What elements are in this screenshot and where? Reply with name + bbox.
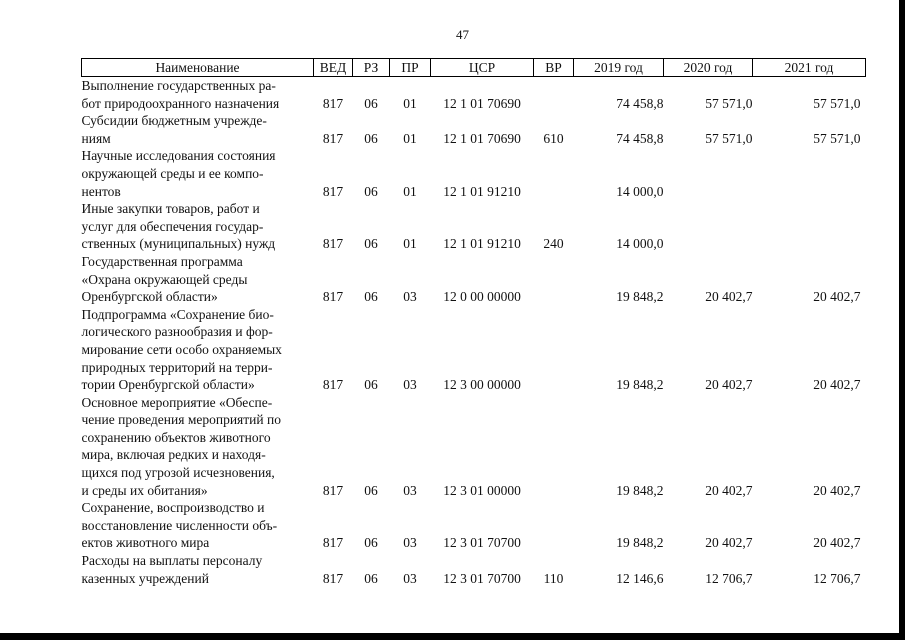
cell-2020: 20 402,7	[705, 535, 753, 551]
scan-border-bottom	[0, 633, 905, 640]
cell-rz: 06	[364, 236, 378, 252]
cell-pr: 03	[403, 377, 417, 393]
cell-vr	[534, 306, 574, 394]
cell-ved: 817	[322, 535, 344, 551]
cell-ved: 817	[322, 236, 344, 252]
table-row	[82, 77, 866, 113]
cell-pr: 03	[403, 482, 417, 498]
cell-2019: 19 848,2	[616, 482, 664, 498]
cell-csr: 12 1 01 70690	[443, 130, 521, 146]
cell-csr: 12 0 00 00000	[443, 289, 521, 305]
cell-2019: 19 848,2	[616, 377, 664, 393]
table-row	[82, 253, 866, 306]
cell-name: Расходы на выплаты персоналу казенных учреждений	[81, 553, 263, 586]
cell-csr: 12 1 01 91210	[443, 183, 521, 199]
cell-2020: 20 402,7	[705, 482, 753, 498]
scan-border-right	[899, 0, 905, 640]
col-header-2020: 2020 год	[664, 59, 753, 77]
cell-ved: 817	[322, 482, 344, 498]
cell-2021: 20 402,7	[813, 289, 861, 305]
cell-2021: 57 571,0	[813, 95, 861, 111]
cell-vr	[534, 499, 574, 552]
page-number: 47	[456, 27, 469, 42]
cell-ved: 817	[322, 183, 344, 199]
cell-2020: 57 571,0	[705, 95, 753, 111]
table-header-row	[82, 59, 866, 77]
cell-rz: 06	[364, 95, 378, 111]
cell-rz: 06	[364, 130, 378, 146]
cell-vr: 610	[543, 130, 564, 146]
cell-vr	[534, 394, 574, 500]
col-header-pr: ПР	[390, 59, 431, 77]
cell-rz: 06	[364, 289, 378, 305]
cell-csr: 12 1 01 70690	[443, 95, 521, 111]
cell-csr: 12 3 00 00000	[443, 377, 521, 393]
table-row	[82, 499, 866, 552]
budget-table	[81, 58, 866, 587]
cell-csr: 12 3 01 00000	[443, 482, 521, 498]
cell-2020: 20 402,7	[705, 289, 753, 305]
cell-pr: 01	[403, 95, 417, 111]
cell-2020	[664, 200, 753, 253]
cell-2019: 14 000,0	[616, 183, 664, 199]
cell-vr: 240	[543, 236, 564, 252]
cell-ved: 817	[322, 570, 344, 586]
cell-2021	[753, 200, 866, 253]
cell-name: Иные закупки товаров, работ и услуг для обеспечения государ- ственных (муниципальных) нужд	[81, 201, 276, 252]
cell-name: Основное мероприятие «Обеспе- чение проведения мероприятий по сохранению объектов животного мира, включая редких и находя- щихся под угрозой исчезновения, и среды их обитания»	[81, 394, 281, 498]
col-header-ved: ВЕД	[314, 59, 353, 77]
cell-2019: 12 146,6	[616, 570, 664, 586]
col-header-2021: 2021 год	[753, 59, 866, 77]
cell-ved: 817	[322, 95, 344, 111]
table-row	[82, 306, 866, 394]
cell-vr: 110	[543, 570, 564, 586]
cell-pr: 01	[403, 130, 417, 146]
col-header-vr: ВР	[534, 59, 574, 77]
cell-name: Сохранение, воспроизводство и восстановление численности объ- ектов животного мира	[81, 500, 278, 551]
cell-2021	[753, 147, 866, 200]
cell-2020: 20 402,7	[705, 377, 753, 393]
cell-csr: 12 1 01 91210	[443, 236, 521, 252]
cell-name: Субсидии бюджетным учрежде- ниям	[81, 113, 267, 146]
cell-pr: 03	[403, 570, 417, 586]
cell-2021: 20 402,7	[813, 535, 861, 551]
cell-vr	[534, 77, 574, 113]
cell-pr: 03	[403, 289, 417, 305]
cell-2019: 19 848,2	[616, 535, 664, 551]
cell-csr: 12 3 01 70700	[443, 570, 521, 586]
cell-rz: 06	[364, 570, 378, 586]
cell-name: Выполнение государственных ра- бот природоохранного назначения	[81, 78, 280, 111]
cell-2021: 12 706,7	[813, 570, 861, 586]
cell-pr: 03	[403, 535, 417, 551]
cell-name: Подпрограмма «Сохранение био- логического разнообразия и фор- мирование сети особо охраняемых природных территорий на терри- тории Оренбургской области»	[81, 306, 282, 393]
cell-2019: 74 458,8	[616, 95, 664, 111]
table-row	[82, 147, 866, 200]
cell-2019: 14 000,0	[616, 236, 664, 252]
table-row	[82, 112, 866, 147]
table-row	[82, 200, 866, 253]
table-row	[82, 394, 866, 500]
cell-rz: 06	[364, 535, 378, 551]
col-header-csr: ЦСР	[431, 59, 534, 77]
cell-ved: 817	[322, 377, 344, 393]
cell-2020	[664, 147, 753, 200]
cell-2021: 20 402,7	[813, 377, 861, 393]
table-row	[82, 552, 866, 587]
cell-2019: 74 458,8	[616, 130, 664, 146]
cell-2021: 20 402,7	[813, 482, 861, 498]
cell-name: Государственная программа «Охрана окружающей среды Оренбургской области»	[81, 253, 248, 305]
cell-rz: 06	[364, 377, 378, 393]
cell-pr: 01	[403, 236, 417, 252]
cell-2021: 57 571,0	[813, 130, 861, 146]
col-header-rz: РЗ	[353, 59, 390, 77]
cell-rz: 06	[364, 183, 378, 199]
cell-2020: 57 571,0	[705, 130, 753, 146]
cell-csr: 12 3 01 70700	[443, 535, 521, 551]
cell-ved: 817	[322, 289, 344, 305]
cell-vr	[534, 147, 574, 200]
cell-rz: 06	[364, 482, 378, 498]
cell-pr: 01	[403, 183, 417, 199]
cell-2020: 12 706,7	[705, 570, 753, 586]
cell-name: Научные исследования состояния окружающей среды и ее компо- нентов	[81, 148, 276, 199]
table-body	[82, 77, 866, 588]
col-header-name: Наименование	[82, 59, 314, 77]
cell-vr	[534, 253, 574, 306]
col-header-2019: 2019 год	[574, 59, 664, 77]
cell-2019: 19 848,2	[616, 289, 664, 305]
cell-ved: 817	[322, 130, 344, 146]
